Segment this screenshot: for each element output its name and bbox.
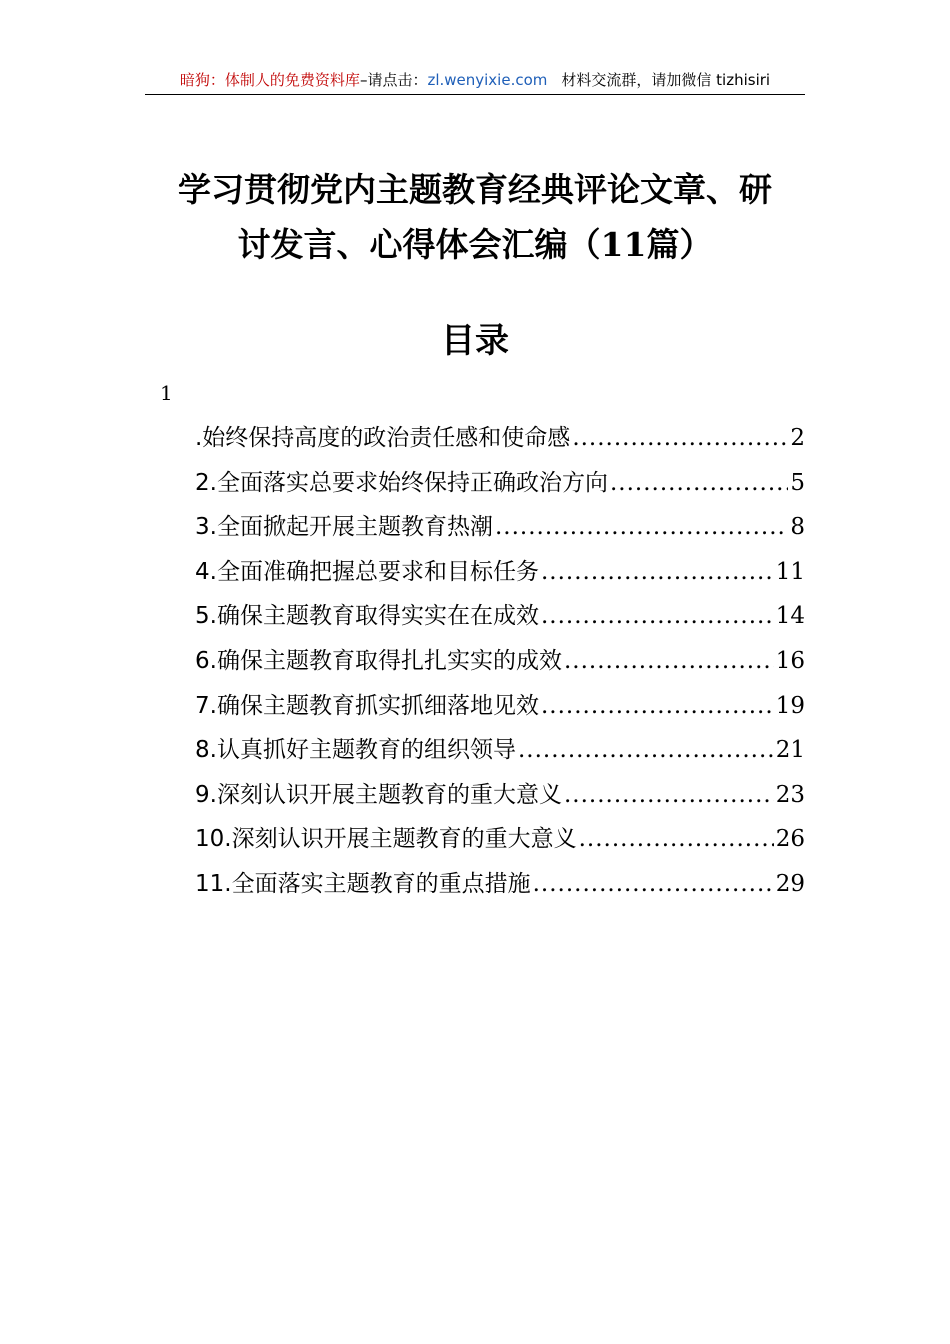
- toc-leader-dots: [541, 594, 774, 639]
- toc-entry[interactable]: [195, 862, 805, 907]
- header-prompt: –请点击：: [359, 71, 428, 89]
- toc-leader-dots: [564, 773, 774, 818]
- toc-entry[interactable]: [195, 639, 805, 684]
- toc-entry-label: 8.认真抓好主题教育的组织领导: [195, 737, 516, 764]
- toc-entry[interactable]: [195, 505, 805, 550]
- toc-leader-dots: [541, 684, 774, 729]
- toc-entry-page: 2: [790, 425, 805, 451]
- title-line-2: 讨发言、心得体会汇编（11篇）: [237, 225, 713, 264]
- toc-entry-label: 6.确保主题教育取得扎扎实实的成效: [195, 647, 562, 674]
- header-note: 材料交流群，请加微信 tizhisiri: [561, 71, 771, 89]
- toc-entry-label: 10.深刻认识开展主题教育的重大意义: [195, 826, 577, 853]
- toc-entry-label: 9.深刻认识开展主题教育的重大意义: [195, 781, 562, 808]
- toc-entry-page: 5: [790, 469, 805, 496]
- toc-leader-dots: [564, 639, 774, 684]
- toc-leader-dots: [579, 817, 774, 862]
- toc-entry[interactable]: [195, 773, 805, 818]
- toc-entry[interactable]: [195, 461, 805, 506]
- toc-entry-page: 26: [775, 826, 805, 853]
- toc-entry-page: 16: [775, 647, 805, 674]
- header-link[interactable]: zl.wenyixie.com: [427, 71, 548, 89]
- toc-entry-page: 23: [775, 781, 805, 808]
- toc-entry-label: .始终保持高度的政治责任感和使命感: [195, 425, 571, 451]
- toc-entry[interactable]: [195, 594, 805, 639]
- toc-number: 1: [160, 381, 173, 405]
- toc-entry-page: 14: [775, 603, 805, 630]
- header-brand: 暗狗：体制人的免费资料库: [179, 71, 360, 89]
- title-line-1: 学习贯彻党内主题教育经典评论文章、研: [178, 170, 772, 209]
- toc-entry-label: 5.确保主题教育取得实实在在成效: [195, 603, 539, 630]
- document-title: [140, 162, 810, 272]
- toc-entry-label: 4.全面准确把握总要求和目标任务: [195, 558, 539, 585]
- toc-leader-dots: [533, 862, 774, 907]
- page-header: [145, 66, 805, 95]
- toc-entry-page: 11: [775, 558, 805, 585]
- toc-entry-page: 8: [790, 514, 805, 541]
- table-of-contents: [195, 416, 805, 907]
- toc-heading: 目录: [441, 321, 509, 361]
- toc-entry-label: 11.全面落实主题教育的重点措施: [195, 870, 531, 897]
- toc-entry-page: 21: [775, 737, 805, 764]
- toc-entry-label: 2.全面落实总要求始终保持正确政治方向: [195, 469, 608, 496]
- toc-entry[interactable]: [195, 550, 805, 595]
- toc-entry[interactable]: [195, 817, 805, 862]
- toc-entry-label: 7.确保主题教育抓实抓细落地见效: [195, 692, 539, 719]
- toc-leader-dots: [610, 461, 788, 506]
- toc-leader-dots: [495, 505, 788, 550]
- toc-entry-page: 29: [775, 870, 805, 897]
- toc-leader-dots: [541, 550, 774, 595]
- toc-entry[interactable]: [195, 416, 805, 461]
- toc-entry[interactable]: [195, 684, 805, 729]
- toc-entry-label: 3.全面掀起开展主题教育热潮: [195, 514, 493, 541]
- toc-entry[interactable]: [195, 728, 805, 773]
- toc-leader-dots: [572, 416, 788, 461]
- toc-leader-dots: [518, 728, 774, 773]
- toc-entry-page: 19: [775, 692, 805, 719]
